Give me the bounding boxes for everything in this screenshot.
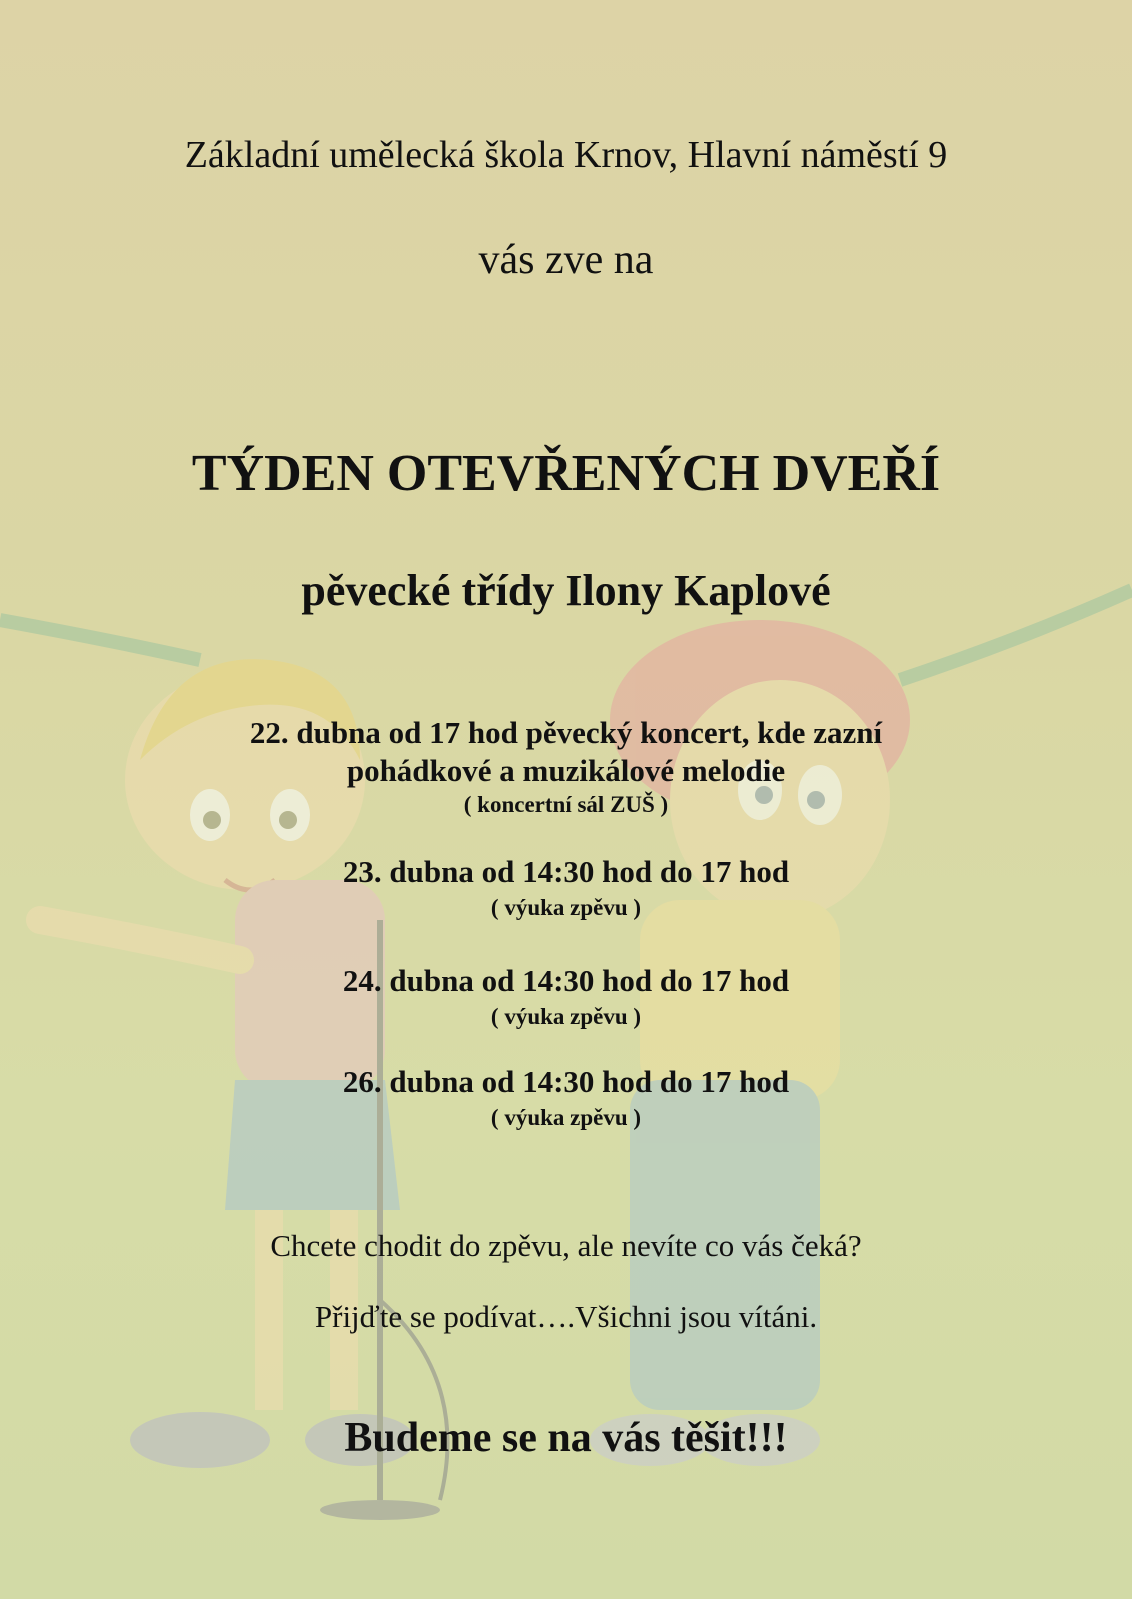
event-3-line-1: 24. dubna od 14:30 hod do 17 hod [342, 963, 790, 998]
event-4-note: ( výuka zpěvu ) [490, 1105, 642, 1130]
event-1-line-2: pohádkové a muzikálové melodie [346, 753, 786, 788]
question-line-1: Chcete chodit do zpěvu, ale nevíte co vás čeká? [270, 1228, 862, 1263]
invite-line: vás zve na [478, 237, 654, 283]
event-3-note: ( výuka zpěvu ) [490, 1004, 642, 1029]
closing-line: Budeme se na vás těšit!!! [344, 1415, 788, 1461]
school-name: Základní umělecká škola Krnov, Hlavní náměstí 9 [184, 134, 948, 176]
event-2-note: ( výuka zpěvu ) [490, 895, 642, 920]
event-4-line-1: 26. dubna od 14:30 hod do 17 hod [342, 1064, 790, 1099]
event-2-line-1: 23. dubna od 14:30 hod do 17 hod [342, 854, 790, 889]
event-1-line-1: 22. dubna od 17 hod pěvecký koncert, kde zazní [249, 715, 883, 750]
poster-subtitle: pěvecké třídy Ilony Kaplové [301, 566, 831, 615]
poster-title: TÝDEN OTEVŘENÝCH DVEŘÍ [191, 445, 941, 502]
question-line-2: Přijďte se podívat….Všichni jsou vítáni. [314, 1299, 818, 1334]
event-1-note: ( koncertní sál ZUŠ ) [463, 792, 669, 817]
